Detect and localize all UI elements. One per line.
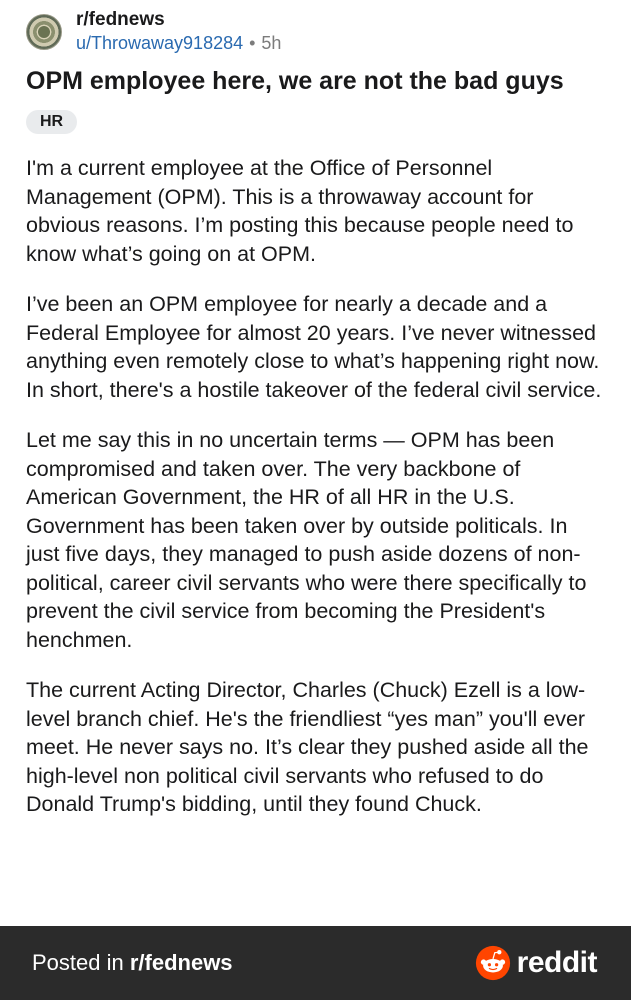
- posted-subreddit[interactable]: r/fednews: [129, 950, 233, 975]
- subreddit-avatar[interactable]: [26, 14, 62, 50]
- post-paragraph: Let me say this in no uncertain terms — OPM has been compromised and taken over. The very backbone of American Government, the HR of all HR in the U.S. Government has been taken over by outside politicals. In just five days, they managed to push aside dozens of non-political, career civil servants who were there specifically to prevent the civil service from becoming the President's henchmen.: [26, 428, 587, 652]
- post-paragraph: I'm a current employee at the Office of Personnel Management (OPM). This is a throwaway account for obvious reasons. I’m posting this because people need to know what’s going on at OPM.: [26, 156, 574, 266]
- post-header: [26, 0, 605, 56]
- author-link[interactable]: u/Throwaway918284: [76, 33, 244, 53]
- reddit-wordmark: reddit: [516, 946, 597, 979]
- share-footer: [0, 926, 631, 1000]
- post-title[interactable]: OPM employee here, we are not the bad guys: [26, 67, 564, 95]
- post-meta: [76, 9, 281, 55]
- post-paragraph: The current Acting Director, Charles (Chuck) Ezell is a low-level branch chief. He's the friendliest “yes man” you'll ever meet. He never says no. It’s clear they pushed aside all the high-level non political civil servants who refused to do Donald Trump's bidding, until they found Chuck.: [26, 678, 589, 816]
- subreddit-link[interactable]: r/fednews: [76, 9, 165, 30]
- posted-in-text: [32, 950, 233, 976]
- reddit-brand: [475, 945, 597, 981]
- separator-dot: •: [249, 33, 256, 53]
- post-paragraph: I’ve been an OPM employee for nearly a decade and a Federal Employee for almost 20 years. I’ve never witnessed anything even remotely close to what’s happening right now. In short, there's a hostile takeover of the federal civil service.: [26, 292, 602, 402]
- post-body: [26, 154, 605, 819]
- post-flair[interactable]: HR: [26, 110, 77, 134]
- posted-prefix: Posted in: [32, 950, 130, 975]
- post-time: 5h: [261, 33, 282, 53]
- snoo-icon: [475, 945, 511, 981]
- author-line: [76, 31, 281, 55]
